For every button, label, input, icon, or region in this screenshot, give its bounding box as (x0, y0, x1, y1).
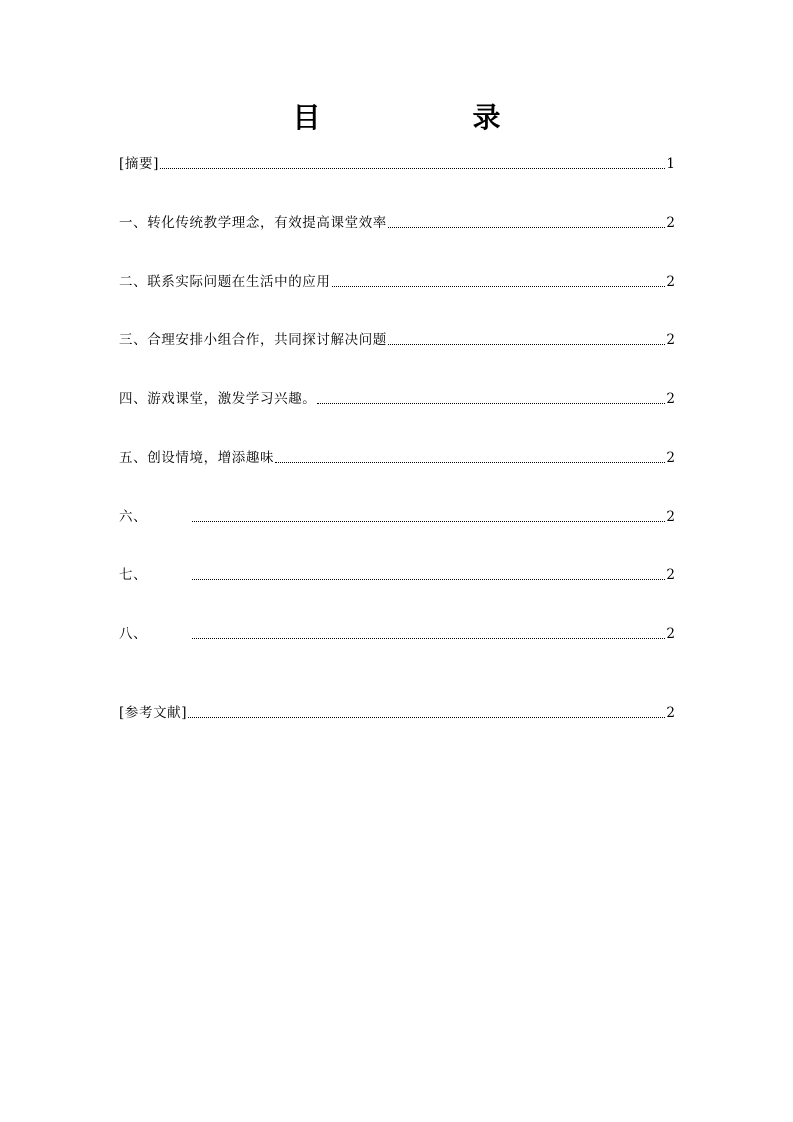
toc-entry-label: 二、联系实际问题在生活中的应用 (119, 274, 331, 290)
toc-entry-label: 一、转化传统教学理念，有效提高课堂效率 (119, 215, 387, 231)
dot-leader (188, 716, 665, 718)
dot-leader (332, 285, 666, 287)
toc-entry-label: [参考文献] (119, 705, 188, 721)
dot-leader (317, 402, 665, 404)
toc-entry-label: 五、创设情境，增添趣味 (119, 450, 275, 466)
dot-leader (192, 578, 665, 580)
toc-entry-section-1[interactable] (119, 213, 675, 233)
toc-entry-page-number: 2 (666, 215, 675, 231)
toc-entry-label: 六、 (119, 509, 148, 525)
toc-entry-page-number: 2 (666, 509, 675, 525)
toc-entry-label: 七、 (119, 567, 148, 583)
dot-leader (388, 343, 666, 345)
toc-entry-section-5[interactable] (119, 448, 675, 468)
toc-entry-section-2[interactable] (119, 272, 675, 292)
toc-entry-section-3[interactable] (119, 330, 675, 350)
dot-leader (160, 167, 665, 169)
toc-entry-label: [摘要] (119, 156, 159, 172)
toc-entry-section-7[interactable] (119, 565, 675, 585)
toc-entry-label: 四、游戏课堂，激发学习兴趣。 (119, 391, 317, 407)
toc-entry-page-number: 2 (666, 274, 675, 290)
toc-entry-label: 三、合理安排小组合作，共同探讨解决问题 (119, 332, 387, 348)
toc-entry-section-4[interactable] (119, 389, 675, 409)
toc-entry-section-6[interactable] (119, 507, 675, 527)
toc-entry-page-number: 1 (666, 156, 675, 172)
toc-entry-references[interactable] (119, 703, 675, 723)
toc-entry-page-number: 2 (666, 705, 675, 721)
toc-entry-abstract[interactable] (119, 154, 675, 174)
dot-leader (192, 520, 665, 522)
dot-leader (192, 637, 665, 639)
toc-entry-page-number: 2 (666, 450, 675, 466)
dot-leader (388, 226, 666, 228)
toc-entry-label: 八、 (119, 626, 148, 642)
toc-entry-section-8[interactable] (119, 624, 675, 644)
toc-entry-page-number: 2 (666, 332, 675, 348)
dot-leader (275, 461, 665, 463)
toc-title: 目 录 (292, 101, 563, 134)
toc-entry-page-number: 2 (666, 391, 675, 407)
toc-entry-page-number: 2 (666, 626, 675, 642)
toc-entry-page-number: 2 (666, 567, 675, 583)
